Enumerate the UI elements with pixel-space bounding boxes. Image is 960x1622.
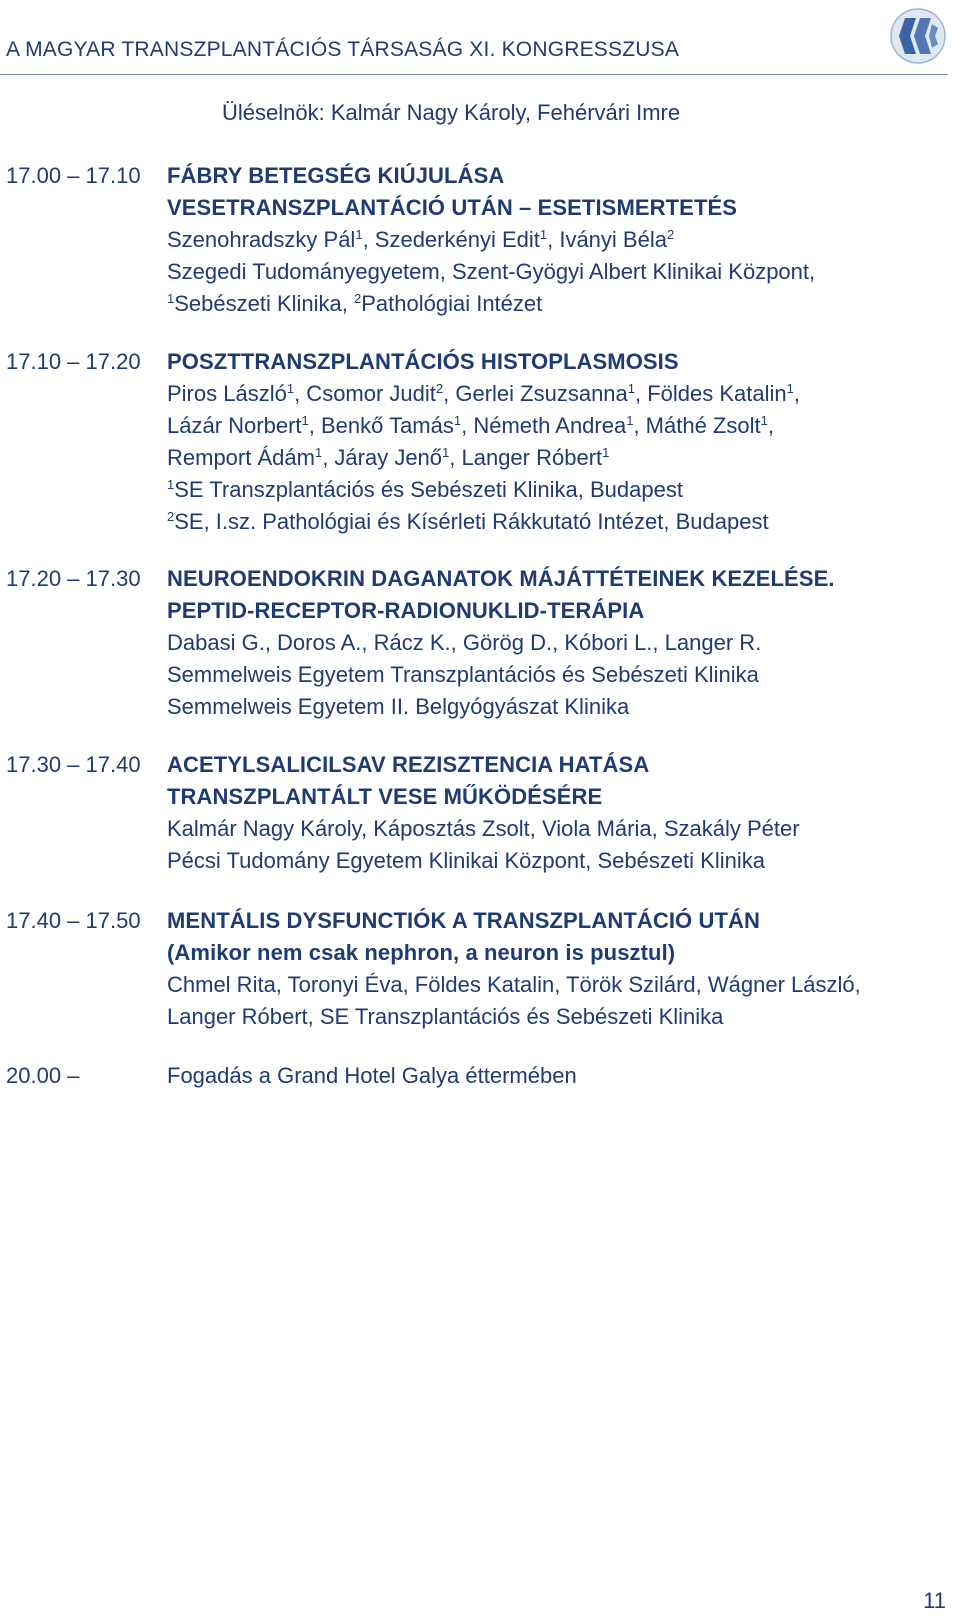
entry-time: 17.30 – 17.40 — [6, 752, 141, 777]
entry-detail-line: $^2$SE, I.sz. Pathológiai és Kísérleti Rákkutató Intézet, Budapest — [167, 509, 769, 534]
entry-detail-line: Pécsi Tudomány Egyetem Klinikai Központ, Sebészeti Klinika — [167, 848, 765, 873]
entry-body — [167, 1060, 957, 1092]
entry-detail-line: Remport Ádám$^1$, Járay Jenő$^1$, Langer Róbert$^1$ — [167, 445, 610, 470]
entry-time: 20.00 – — [6, 1063, 80, 1088]
page-number: 11 — [923, 1588, 946, 1613]
entry-detail-line: Szegedi Tudományegyetem, Szent-Gyögyi Albert Klinikai Központ, — [167, 259, 816, 284]
entry-title-line: PEPTID-RECEPTOR-RADIONUKLID-TERÁPIA — [167, 598, 645, 623]
entry-detail-line: Langer Róbert, SE Transzplantációs és Sebészeti Klinika — [167, 1004, 724, 1029]
entry-body — [167, 749, 957, 877]
entry-detail-line: Piros László$^1$, Csomor Judit$^2$, Gerlei Zsuzsanna$^1$, Földes Katalin$^1$, — [167, 381, 801, 406]
header-rule — [0, 74, 948, 75]
running-header: A MAGYAR TRANSZPLANTÁCIÓS TÁRSASÁG XI. KONGRESSZUSA — [6, 38, 680, 61]
society-logo-icon — [888, 6, 948, 66]
entry-body — [167, 905, 957, 1033]
entry-detail-line: Kalmár Nagy Károly, Káposztás Zsolt, Viola Mária, Szakály Péter — [167, 816, 800, 841]
entry-detail-line: Szenohradszky Pál$^1$, Szederkényi Edit$^1$, Iványi Béla$^2$ — [167, 227, 675, 252]
entry-detail-line: Dabasi G., Doros A., Rácz K., Görög D., Kóbori L., Langer R. — [167, 630, 762, 655]
entry-title-line: TRANSZPLANTÁLT VESE MŰKÖDÉSÉRE — [167, 784, 603, 809]
entry-detail-line: Fogadás a Grand Hotel Galya éttermében — [167, 1063, 577, 1088]
session-chairs: Üléselnök: Kalmár Nagy Károly, Fehérvári Imre — [222, 100, 681, 125]
entry-title-line: VESETRANSZPLANTÁCIÓ UTÁN – ESETISMERTETÉS — [167, 195, 738, 220]
entry-time: 17.00 – 17.10 — [6, 163, 141, 188]
entry-body — [167, 160, 957, 320]
entry-detail-line: Semmelweis Egyetem Transzplantációs és Sebészeti Klinika — [167, 662, 759, 687]
entry-body — [167, 346, 957, 538]
entry-detail-line: Lázár Norbert$^1$, Benkő Tamás$^1$, Németh Andrea$^1$, Máthé Zsolt$^1$, — [167, 413, 774, 438]
entry-detail-line: Chmel Rita, Toronyi Éva, Földes Katalin, Török Szilárd, Wágner László, — [167, 972, 861, 997]
entry-detail-line: Semmelweis Egyetem II. Belgyógyászat Klinika — [167, 694, 630, 719]
entry-detail-line: $^1$SE Transzplantációs és Sebészeti Klinika, Budapest — [167, 477, 683, 502]
entry-title-line: ACETYLSALICILSAV REZISZTENCIA HATÁSA — [167, 752, 650, 777]
entry-title-line: POSZTTRANSZPLANTÁCIÓS HISTOPLASMOSIS — [167, 349, 679, 374]
entry-title-line: (Amikor nem csak nephron, a neuron is pusztul) — [167, 940, 676, 965]
entry-time: 17.10 – 17.20 — [6, 349, 141, 374]
entry-title-line: FÁBRY BETEGSÉG KIÚJULÁSA — [167, 163, 505, 188]
entry-detail-line: $^1$Sebészeti Klinika, $^2$Pathológiai Intézet — [167, 291, 543, 316]
entry-title-line: MENTÁLIS DYSFUNCTIÓK A TRANSZPLANTÁCIÓ UTÁN — [167, 908, 760, 933]
entry-time: 17.40 – 17.50 — [6, 908, 141, 933]
entry-time: 17.20 – 17.30 — [6, 566, 141, 591]
entry-title-line: NEUROENDOKRIN DAGANATOK MÁJÁTTÉTEINEK KEZELÉSE. — [167, 566, 835, 591]
entry-body — [167, 563, 957, 723]
